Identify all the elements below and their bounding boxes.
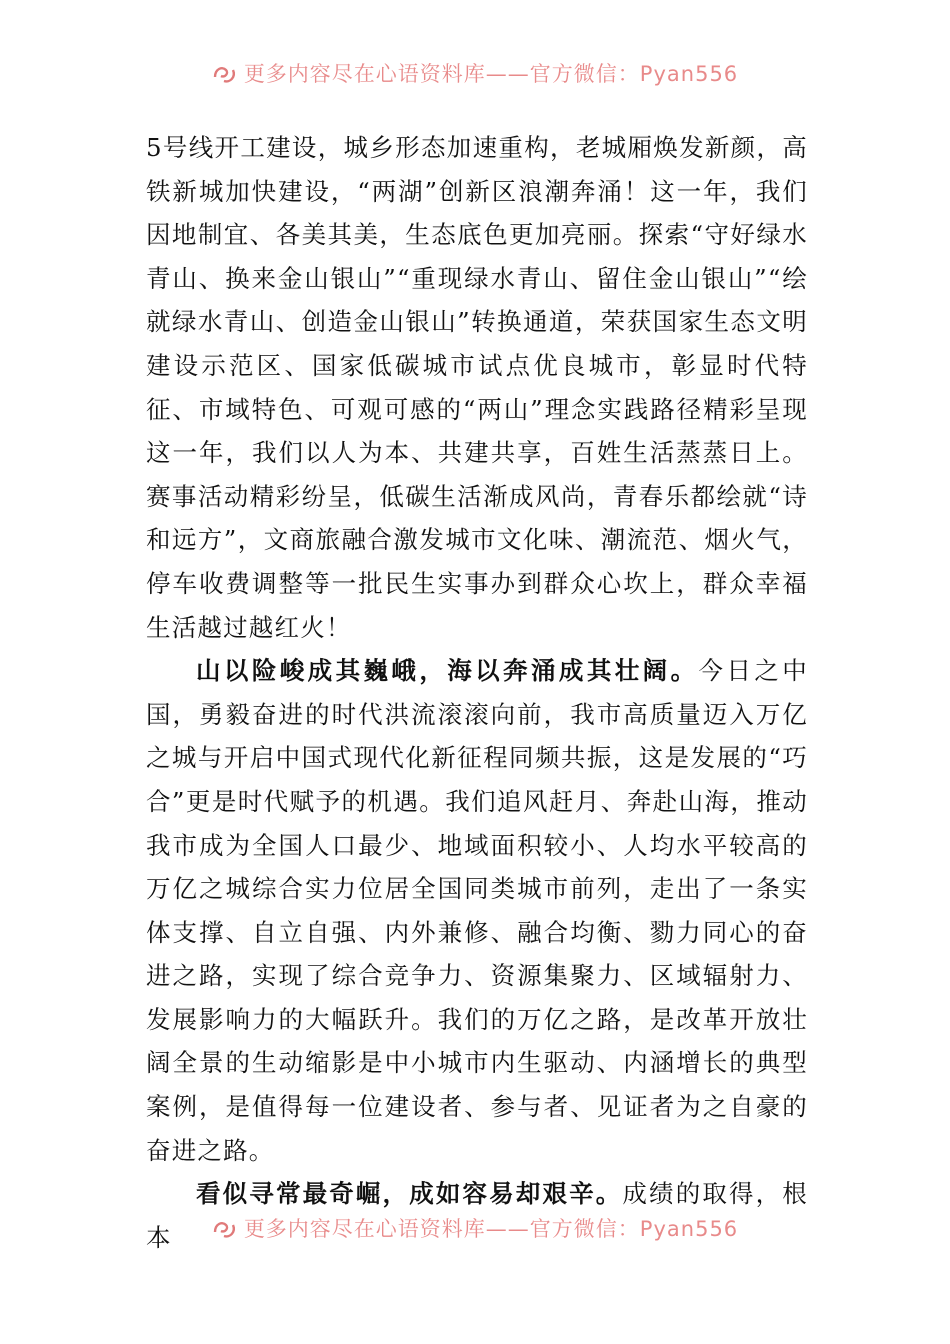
paragraph-1 <box>146 126 808 649</box>
watermark-logo-icon <box>212 61 238 87</box>
footer-watermark <box>0 1205 950 1245</box>
paragraph-text: 成绩的取得，根本 <box>146 1179 809 1252</box>
watermark-text: 更多内容尽在心语资料库——官方微信：Pyan556 <box>243 1217 739 1241</box>
document-body <box>146 126 808 1259</box>
paragraph-2 <box>146 649 808 1172</box>
watermark-logo-icon <box>212 1216 238 1242</box>
paragraph-lead: 山以险峻成其巍峨，海以奔涌成其壮阔。 <box>196 656 699 686</box>
watermark-text: 更多内容尽在心语资料库——官方微信：Pyan556 <box>243 62 739 86</box>
paragraph-text: 今日之中国，勇毅奋进的时代洪流滚滚向前，我市高质量迈入万亿之城与开启中国式现代化新征程同频共振，这是发展的“巧合”更是时代赋予的机遇。我们追风赶月、奔赴山海，推动我市成为全国人口最少、地域面积较小、人均水平较高的万亿之城综合实力位居全国同类城市前列，走出了一条实体支撑、自立自强、内外兼修、融合均衡、勠力同心的奋进之路，实现了综合竞争力、资源集聚力、区域辐射力、发展影响力的大幅跃升。我们的万亿之路，是改革开放壮阔全景的生动缩影是中小城市内生驱动、内涵增长的典型案例，是值得每一位建设者、参与者、见证者为之自豪的奋进之路。 <box>146 656 808 1165</box>
paragraph-text: 5号线开工建设，城乡形态加速重构，老城厢焕发新颜，高铁新城加快建设，“两湖”创新区浪潮奔涌！这一年，我们因地制宜、各美其美，生态底色更加亮丽。探索“守好绿水青山、换来金山银山”“重现绿水青山、留住金山银山”“绘就绿水青山、创造金山银山”转换通道，荣获国家生态文明建设示范区、国家低碳城市试点优良城市，彰显时代特征、市域特色、可观可感的“两山”理念实践路径精彩呈现这一年，我们以人为本、共建共享，百姓生活蒸蒸日上。赛事活动精彩纷呈，低碳生活渐成风尚，青春乐都绘就“诗和远方”，文商旅融合激发城市文化味、潮流范、烟火气，停车收费调整等一批民生实事办到群众心坎上，群众幸福生活越过越红火！ <box>146 133 808 642</box>
paragraph-lead: 看似寻常最奇崛，成如容易却艰辛。 <box>196 1179 623 1209</box>
header-watermark <box>0 50 950 90</box>
